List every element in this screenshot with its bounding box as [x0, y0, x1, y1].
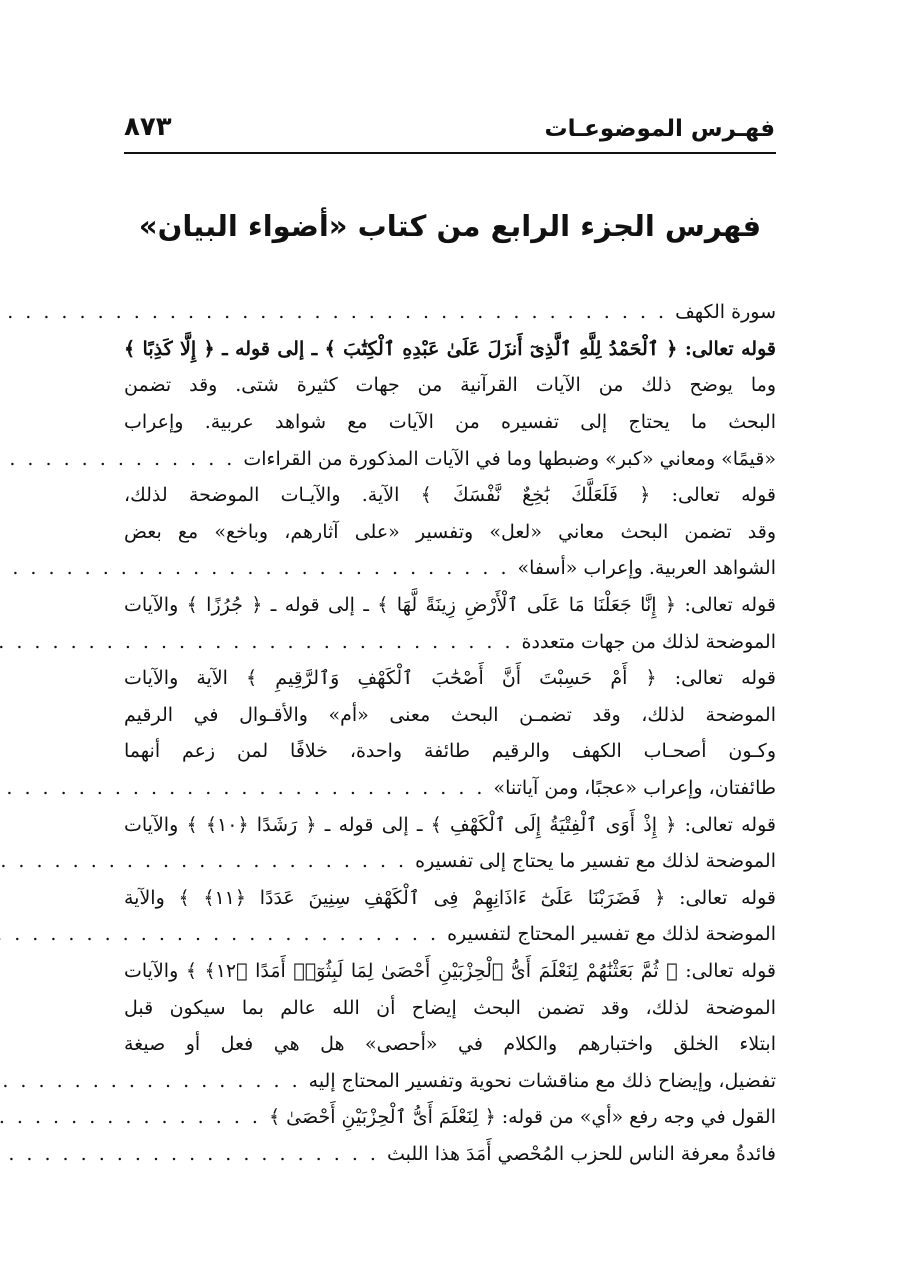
index-line-text: قوله تعالى: ﴿ فَضَرَبْنَا عَلَىٰٓ ءَاذَانِهِمْ فِى ٱلْكَهْفِ سِنِينَ عَدَدًا ﴿١١﴾ ﴾ والآية: [124, 886, 776, 909]
index-line: [124, 514, 776, 551]
index-line-text: القول في وجه رفع «أي» من قوله: ﴿ لِنَعْلَمَ أَىُّ ٱلْحِزْبَيْنِ أَحْصَىٰ ﴾: [268, 1106, 776, 1129]
index-line-text: الموضحة لذلك، وقد تضمـن البحث معنى «أم» والأقـوال في الرقيم: [124, 703, 776, 726]
index-line: [124, 1136, 776, 1173]
index-line: [124, 477, 776, 514]
dot-leader: [0, 1106, 261, 1128]
index-line: [124, 843, 776, 880]
dot-leader: [0, 448, 235, 470]
index-line: [124, 587, 776, 624]
dot-leader: [0, 1143, 379, 1165]
index-line: [124, 733, 776, 770]
index-line-text: فائدةُ معرفة الناس للحزب المُحْصي أَمَدَ هذا اللبث: [386, 1142, 776, 1165]
index-line: [124, 404, 776, 441]
index-line-text: قوله تعالى: ﴿ ثُمَّ بَعَثْنَٰهُمْ لِنَعْلَمَ أَىُّ ٱلْحِزْبَيْنِ أَحْصَىٰ لِمَا لَبِثُوٓا۟ أَمَدًا ﴿١٢﴾ ﴾ والآيات: [124, 959, 776, 982]
index-line-text: تفضيل، وإيضاح ذلك مع مناقشات نحوية وتفسير المحتاج إليه: [308, 1069, 776, 1092]
index-line: [124, 1026, 776, 1063]
index-line: [124, 550, 776, 587]
index-line: [124, 806, 776, 843]
index-line-text: سورة الكهف: [675, 301, 776, 324]
index-line: [124, 916, 776, 953]
index-line: [124, 331, 776, 368]
index-line-text: وقد تضمن البحث معاني «لعل» وتفسير «على آثارهم، وباخع» مع بعض: [124, 520, 776, 543]
dot-leader: [0, 850, 407, 872]
index-line: [124, 1062, 776, 1099]
index-line-text: الموضحة لذلك مع تفسير المحتاج لتفسيره: [447, 923, 776, 946]
index-line: [124, 770, 776, 807]
dot-leader: [0, 301, 667, 323]
index-line-text: قوله تعالى: ﴿ ٱلْحَمْدُ لِلَّهِ ٱلَّذِىٓ أَنزَلَ عَلَىٰ عَبْدِهِ ٱلْكِتَٰبَ ﴾ ـ إلى قوله ـ ﴿ إِلَّا كَذِبًا ﴾: [124, 337, 776, 360]
dot-leader: [0, 777, 485, 799]
running-title: فهـرس الموضوعـات: [544, 116, 775, 142]
index-line: [124, 294, 776, 331]
index-line-text: البحث ما يحتاج إلى تفسيره من الآيات مع شواهد عربية. وإعراب: [124, 411, 776, 434]
index-line-text: قوله تعالى: ﴿ أَمْ حَسِبْتَ أَنَّ أَصْحَٰبَ ٱلْكَهْفِ وَٱلرَّقِيمِ ﴾ الآية والآيات: [124, 667, 776, 690]
index-line: [124, 367, 776, 404]
index-line: [124, 880, 776, 917]
index-line-text: «قيمًا» ومعاني «كبر» وضبطها وما في الآيات المذكورة من القراءات: [243, 447, 776, 470]
index-line: [124, 660, 776, 697]
index-line: [124, 953, 776, 990]
index-line-text: ابتلاء الخلق واختبارهم والكلام في «أحصى» هل هي فعل أو صيغة: [124, 1033, 776, 1056]
dot-leader: [0, 557, 510, 579]
index-line-text: قوله تعالى: ﴿ إِذْ أَوَى ٱلْفِتْيَةُ إِلَى ٱلْكَهْفِ ﴾ ـ إلى قوله ـ ﴿ رَشَدًا ﴿١٠﴾ ﴾ والآيات: [124, 813, 776, 836]
index-title: فهرس الجزء الرابع من كتاب «أضواء البيان»: [138, 209, 762, 243]
index-line-text: وكـون أصحـاب الكهف والرقيم طائفة واحدة، خلافًا لمن زعم أنهما: [124, 740, 776, 763]
index-line-text: وما يوضح ذلك من الآيات القرآنية من جهات كثيرة شتى. وقد تضمن: [124, 374, 776, 397]
index-line-text: قوله تعالى: ﴿ فَلَعَلَّكَ بَٰخِعٌ نَّفْسَكَ ﴾ الآية. والآيـات الموضحة لذلك،: [124, 484, 776, 507]
index-line-text: الشواهد العربية. وإعراب «أسفا»: [517, 557, 776, 580]
index-line: [124, 989, 776, 1026]
dot-leader: [0, 923, 439, 945]
index-line-text: طائفتان، وإعراب «عجبًا، ومن آياتنا»: [493, 777, 776, 800]
header-rule: [124, 152, 776, 154]
index-line: [124, 1099, 776, 1136]
index-line: [124, 440, 776, 477]
index-line-text: الموضحة لذلك، وقد تضمن البحث إيضاح أن الله عالم بما سيكون قبل: [124, 996, 776, 1019]
index-entries: [124, 294, 776, 1172]
page-number: ٨٧٣: [124, 112, 172, 142]
index-line-text: الموضحة لذلك من جهات متعددة: [521, 630, 776, 653]
dot-leader: [0, 1070, 301, 1092]
index-line: [124, 697, 776, 734]
index-line: [124, 623, 776, 660]
index-line-text: قوله تعالى: ﴿ إِنَّا جَعَلْنَا مَا عَلَى ٱلْأَرْضِ زِينَةً لَّهَا ﴾ ـ إلى قوله ـ ﴿ جُرُزًا ﴾ والآيات: [124, 594, 776, 617]
dot-leader: [0, 631, 514, 653]
index-line-text: الموضحة لذلك مع تفسير ما يحتاج إلى تفسيره: [415, 850, 776, 873]
